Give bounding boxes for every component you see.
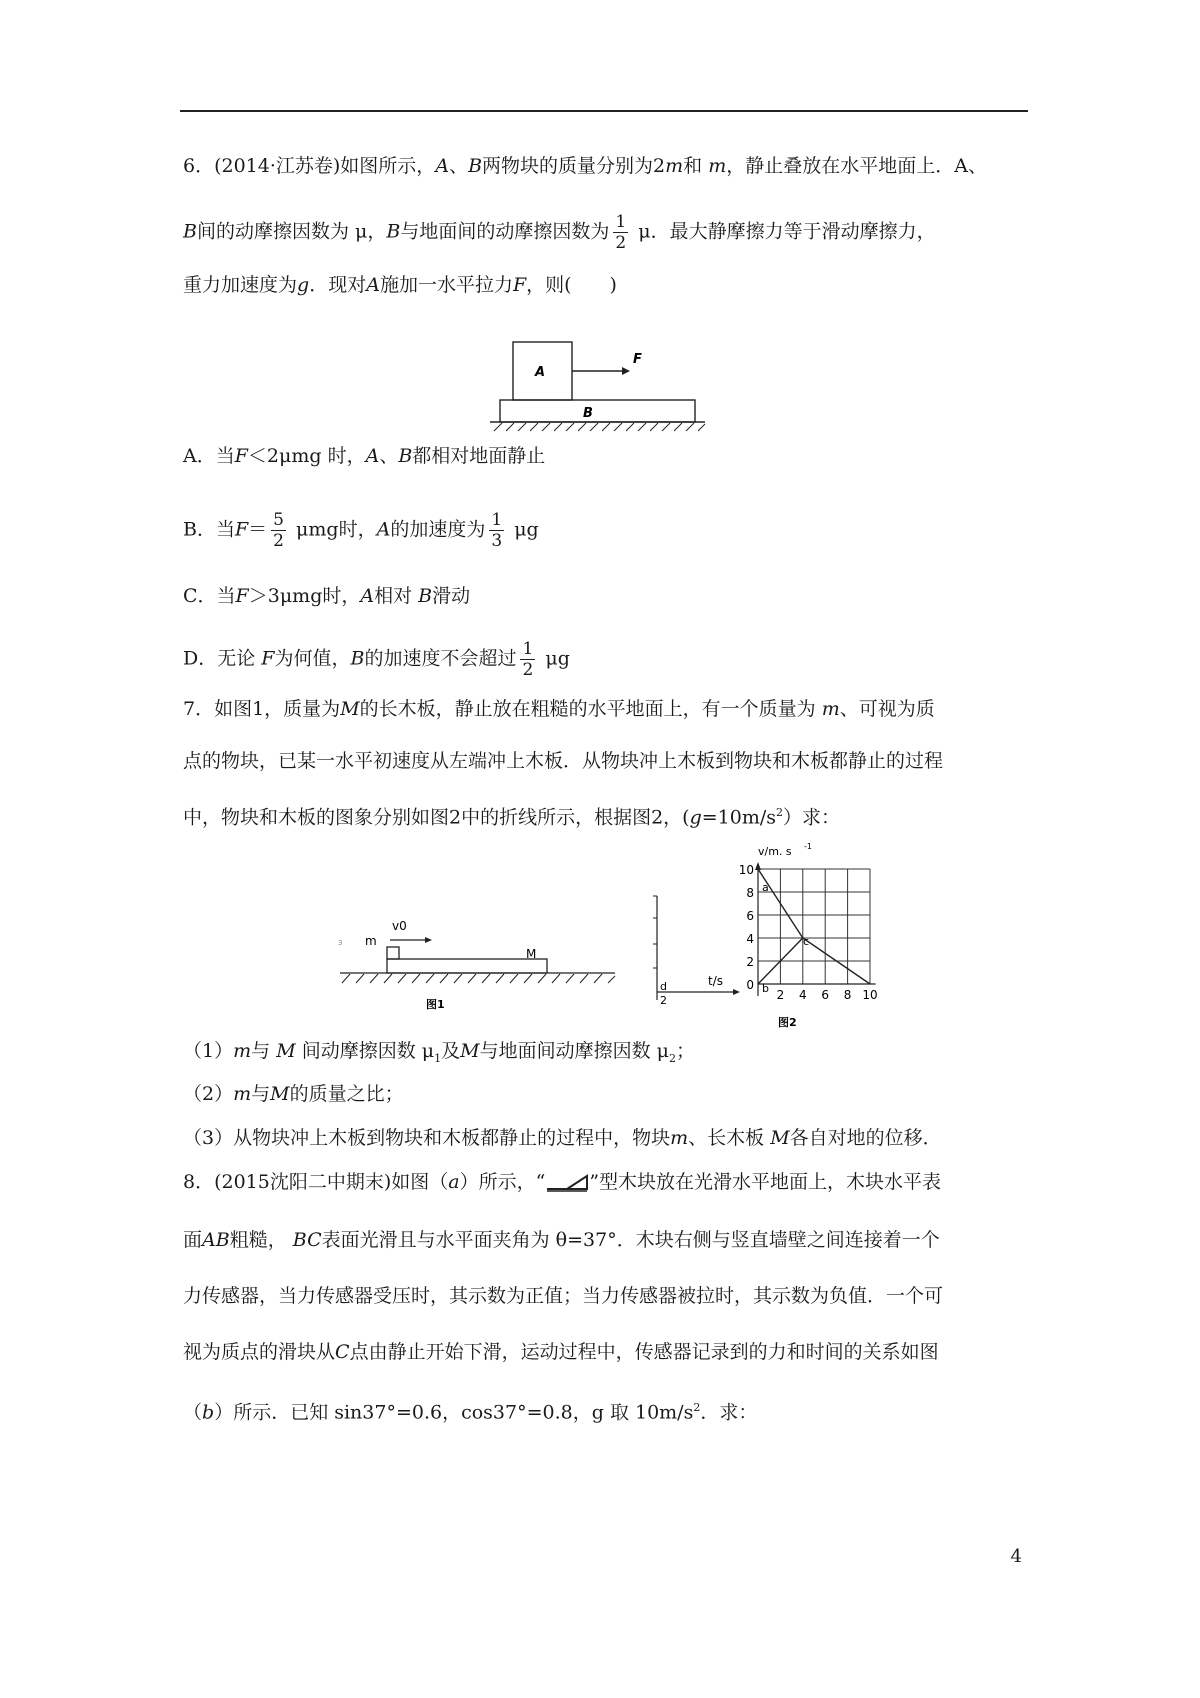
q6-line-1: 6．(2014·江苏卷)如图所示，A、B两物块的质量分别为2m和 m，静止叠放在水平地面上．A、 <box>183 155 987 177</box>
q7-line-2: 点的物块，已某一水平初速度从左端冲上木板．从物块冲上木板到物块和木板都静止的过程 <box>183 750 944 772</box>
y-tick-label: 8 <box>746 886 754 900</box>
svg-text:t/s: t/s <box>708 974 723 988</box>
q7-sub-1: （1）m与 M 间动摩擦因数 $\mu_1$及M与地面间动摩擦因数 $\mu_2$； <box>183 1040 696 1065</box>
q7-sub-3: （3）从物块冲上木板到物块和木板都静止的过程中，物块m、长木板 M各自对地的位移． <box>183 1127 942 1149</box>
fig1-caption: 图1 <box>426 998 445 1011</box>
svg-text:-1: -1 <box>804 842 812 851</box>
q7-sub-2: （2）m与M的质量之比； <box>183 1083 404 1105</box>
svg-text:2: 2 <box>660 994 667 1007</box>
point-b: b <box>762 982 769 995</box>
page-number: 4 <box>1010 1546 1022 1567</box>
small-block-m <box>387 947 399 959</box>
q6-option-b: B．当F＝ $\frac{5}{2}$ μmg时，A的加速度为 $\frac{1}{3}$ μg <box>183 510 539 551</box>
fig2-caption: 图2 <box>778 1016 797 1029</box>
q6-option-c: C．当F＞3μmg时，A相对 B滑动 <box>183 585 471 607</box>
q7-line-1: 7．如图1，质量为M的长木板，静止放在粗糙的水平地面上，有一个质量为 m、可视为质 <box>183 698 935 720</box>
ground-hatching <box>494 423 705 431</box>
label-v0: v0 <box>392 919 407 933</box>
wedge-block-icon <box>545 1172 589 1194</box>
x-tick-label: 10 <box>862 988 878 1002</box>
label-m: m <box>365 934 377 948</box>
block-B <box>500 400 695 422</box>
x-tick-label: 8 <box>843 988 852 1002</box>
y-axis-label: v/m. s <box>758 845 792 858</box>
q6-line-2: B间的动摩擦因数为 μ，B与地面间的动摩擦因数为 $\frac{1}{2}$ μ．最大静摩擦力等于滑动摩擦力， <box>183 212 936 253</box>
q6-blocks-figure <box>490 338 710 438</box>
svg-text:3: 3 <box>338 939 343 947</box>
q8-line-5: （b）所示．已知 sin37°=0.6，cos37°=0.8，g 取 $10m/s^2$．求： <box>183 1401 758 1424</box>
long-board-M <box>387 959 547 973</box>
q7-line-3: 中，物块和木板的图象分别如图2中的折线所示，根据图2，$(g=10m/s^2)$求： <box>183 806 841 829</box>
x-tick-label: 4 <box>798 988 807 1002</box>
q8-line-1: 8．(2015沈阳二中期末)如图（a）所示，“ ”型木块放在光滑水平地面上，木块水平表 <box>183 1171 942 1193</box>
q6-option-d: D．无论 F为何值，B的加速度不会超过 $\frac{1}{2}$ μg <box>183 639 570 680</box>
label-M: M <box>526 947 537 961</box>
q8-line-3: 力传感器，当力传感器受压时，其示数为正值；当力传感器被拉时，其示数为负值．一个可 <box>183 1285 944 1307</box>
v-t-lines <box>758 869 870 984</box>
y-tick-label: 0 <box>746 978 754 992</box>
y-tick-label: 2 <box>746 955 754 969</box>
fraction-half: $\frac{1}{2}$ <box>615 212 627 253</box>
svg-text:d: d <box>660 980 667 993</box>
label-A: A <box>534 365 546 380</box>
q8-line-2: 面AB粗糙， BC表面光滑且与水平面夹角为 θ=37°．木块右侧与竖直墙壁之间连接着一个 <box>183 1229 940 1251</box>
point-a: a <box>762 881 769 894</box>
label-F: F <box>633 352 642 367</box>
y-tick-label: 6 <box>746 909 754 923</box>
label-B: B <box>583 406 593 421</box>
floor-hatching <box>342 974 615 983</box>
point-c: c <box>803 935 810 948</box>
x-tick-label: 6 <box>821 988 830 1002</box>
q6-option-a: A．当F＜2μmg 时，A、B都相对地面静止 <box>183 445 546 467</box>
q7-figure-2 <box>650 840 890 1040</box>
q6-line-3: 重力加速度为g．现对A施加一水平拉力F，则( ) <box>183 274 617 296</box>
y-tick-label: 10 <box>738 863 754 877</box>
x-tick-label: 2 <box>776 988 785 1002</box>
q8-line-4: 视为质点的滑块从C点由静止开始下滑，运动过程中，传感器记录到的力和时间的关系如图 <box>183 1341 939 1363</box>
v-t-ticks <box>739 863 878 1002</box>
q7-figure-1 <box>330 900 630 1020</box>
arrow-head <box>622 367 630 375</box>
y-tick-label: 4 <box>746 932 754 946</box>
header-rule <box>180 110 1028 112</box>
